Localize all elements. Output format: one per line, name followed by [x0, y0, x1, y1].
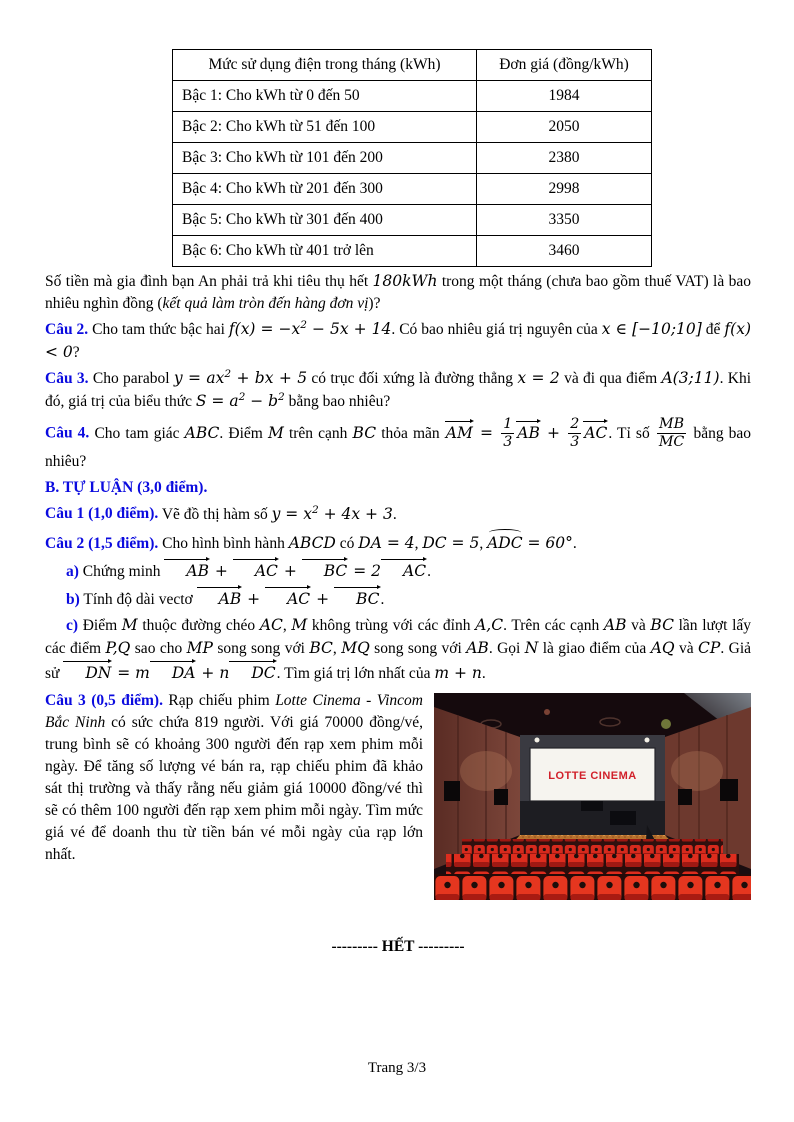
table-cell-tier: Bậc 5: Cho kWh từ 301 đến 400 — [173, 205, 477, 236]
table-row — [173, 174, 652, 205]
item-label: c) — [66, 616, 79, 634]
question-text: Rạp chiếu phim Lotte Cinema - Vincom Bắc Ninh có sức chứa 819 người. Với giá 70000 đồng/vé, trung bình sẽ có khoảng 300 người đến rạp xem phim mỗi ngày. Để tăng số lượng vé bán ra, rạp chiếu phim đã khảo sát thị trường và thấy rằng nếu giảm giá 10000 đồng/vé thì sẽ có thêm 100 người đến rạp xem phim mỗi ngày. Tìm mức giá vé để doanh thu từ tiền bán vé mỗi ngày của rạp lớn nhất. — [45, 691, 424, 863]
table-cell-tier: Bậc 2: Cho kWh từ 51 đến 100 — [173, 112, 477, 143]
question-a3 — [45, 367, 751, 413]
seat-row-mid — [446, 854, 739, 877]
table-cell-tier: Bậc 6: Cho kWh từ 401 trở lên — [173, 236, 477, 267]
section-b-header: B. TỰ LUẬN (3,0 điểm). — [45, 479, 208, 497]
cinema-illustration — [434, 693, 751, 900]
question-text: Vẽ đồ thị hàm số $y = x^2 + 4x + 3$. — [161, 503, 397, 523]
table-cell-price: 2998 — [477, 174, 652, 205]
item-text: Chứng minh AB + AC + BC = 2 AC. — [82, 561, 431, 580]
table-header-row — [173, 50, 652, 81]
question-b2-item-c — [45, 614, 751, 685]
table-cell-price: 3460 — [477, 236, 652, 267]
item-text: Điểm M thuộc đường chéo AC, M không trùng với các đỉnh A,C. Trên các cạnh AB và BC lần lượt lấy các điểm P,Q sao cho MP song song với BC, MQ song song với AB. Gọi N là giao điểm của AQ và CP. Giả sử DN = m DA + n DC. Tìm giá trị lớn nhất của m + n. — [45, 615, 752, 682]
question-label: Câu 2. — [45, 321, 89, 339]
table-cell-tier: Bậc 3: Cho kWh từ 101 đến 200 — [173, 143, 477, 174]
question-text: Cho tam giác ABC. Điểm M trên cạnh BC thỏa mãn AM = $\frac{1}{3}$ AB + $\frac{2}{3}$ AC. Tỉ số $\frac{MB}{MC}$ bằng bao nhiêu? — [45, 416, 752, 471]
seat-row-far — [462, 839, 723, 856]
table-cell-price: 3350 — [477, 205, 652, 236]
question-text: Cho parabol $y = ax^2$ + bx + 5 có trục đối xứng là đường thẳng x = 2 và đi qua điểm A(3;11). Khi đó, giá trị của biểu thức $S = a^2 - b^2$ bằng bao nhiêu? — [45, 368, 752, 411]
question-a4 — [45, 416, 751, 473]
question-text: Cho hình bình hành ABCD có DA = 4, DC = 5, ADC = 60°. — [162, 533, 577, 552]
question-b2-item-a — [45, 558, 751, 583]
table-row — [173, 143, 652, 174]
question-b3 — [45, 690, 751, 904]
question-b2-item-b — [45, 586, 751, 611]
table-row — [173, 205, 652, 236]
question-label: Câu 4. — [45, 424, 90, 442]
item-label: b) — [66, 590, 80, 608]
question-b2 — [45, 529, 751, 555]
screen-brand-text: LOTTE CINEMA — [548, 769, 637, 782]
table-cell-price: 2380 — [477, 143, 652, 174]
table-cell-price: 1984 — [477, 81, 652, 112]
seat-row-near — [434, 874, 751, 900]
page-number: Trang 3/3 — [367, 1060, 427, 1076]
question-label: Câu 1 (1,0 điểm). — [45, 505, 159, 523]
end-marker: --------- HẾT --------- — [331, 937, 465, 955]
question-label: Câu 3. — [45, 370, 89, 388]
table-row — [173, 81, 652, 112]
cinema-photo — [434, 693, 751, 900]
table-header-price: Đơn giá (đồng/kWh) — [477, 50, 652, 81]
table-row — [173, 112, 652, 143]
table-cell-price: 2050 — [477, 112, 652, 143]
page-content — [45, 49, 751, 973]
table-header-usage: Mức sử dụng điện trong tháng (kWh) — [173, 50, 477, 81]
question-b1 — [45, 502, 751, 525]
item-text: Tính độ dài vectơ AB + AC + BC. — [83, 589, 385, 608]
electricity-tariff-table — [172, 49, 652, 267]
table-cell-tier: Bậc 4: Cho kWh từ 201 đến 300 — [173, 174, 477, 205]
question-a2 — [45, 318, 751, 364]
table-row — [173, 236, 652, 267]
question-label: Câu 2 (1,5 điểm). — [45, 534, 159, 552]
item-label: a) — [66, 562, 79, 580]
question-label: Câu 3 (0,5 điểm). — [45, 691, 163, 709]
intro-paragraph: Số tiền mà gia đình bạn An phải trả khi tiêu thụ hết 180kWh trong một tháng (chưa bao gồm thuế VAT) là bao nhiêu nghìn đồng (kết quả làm tròn đến hàng đơn vị)? — [45, 272, 751, 312]
table-cell-tier: Bậc 1: Cho kWh từ 0 đến 50 — [173, 81, 477, 112]
question-text: Cho tam thức bậc hai $f(x) = -x^2 - 5x + 14$. Có bao nhiêu giá trị nguyên của x ∈ [−10;10] để f(x) < 0? — [45, 319, 751, 362]
